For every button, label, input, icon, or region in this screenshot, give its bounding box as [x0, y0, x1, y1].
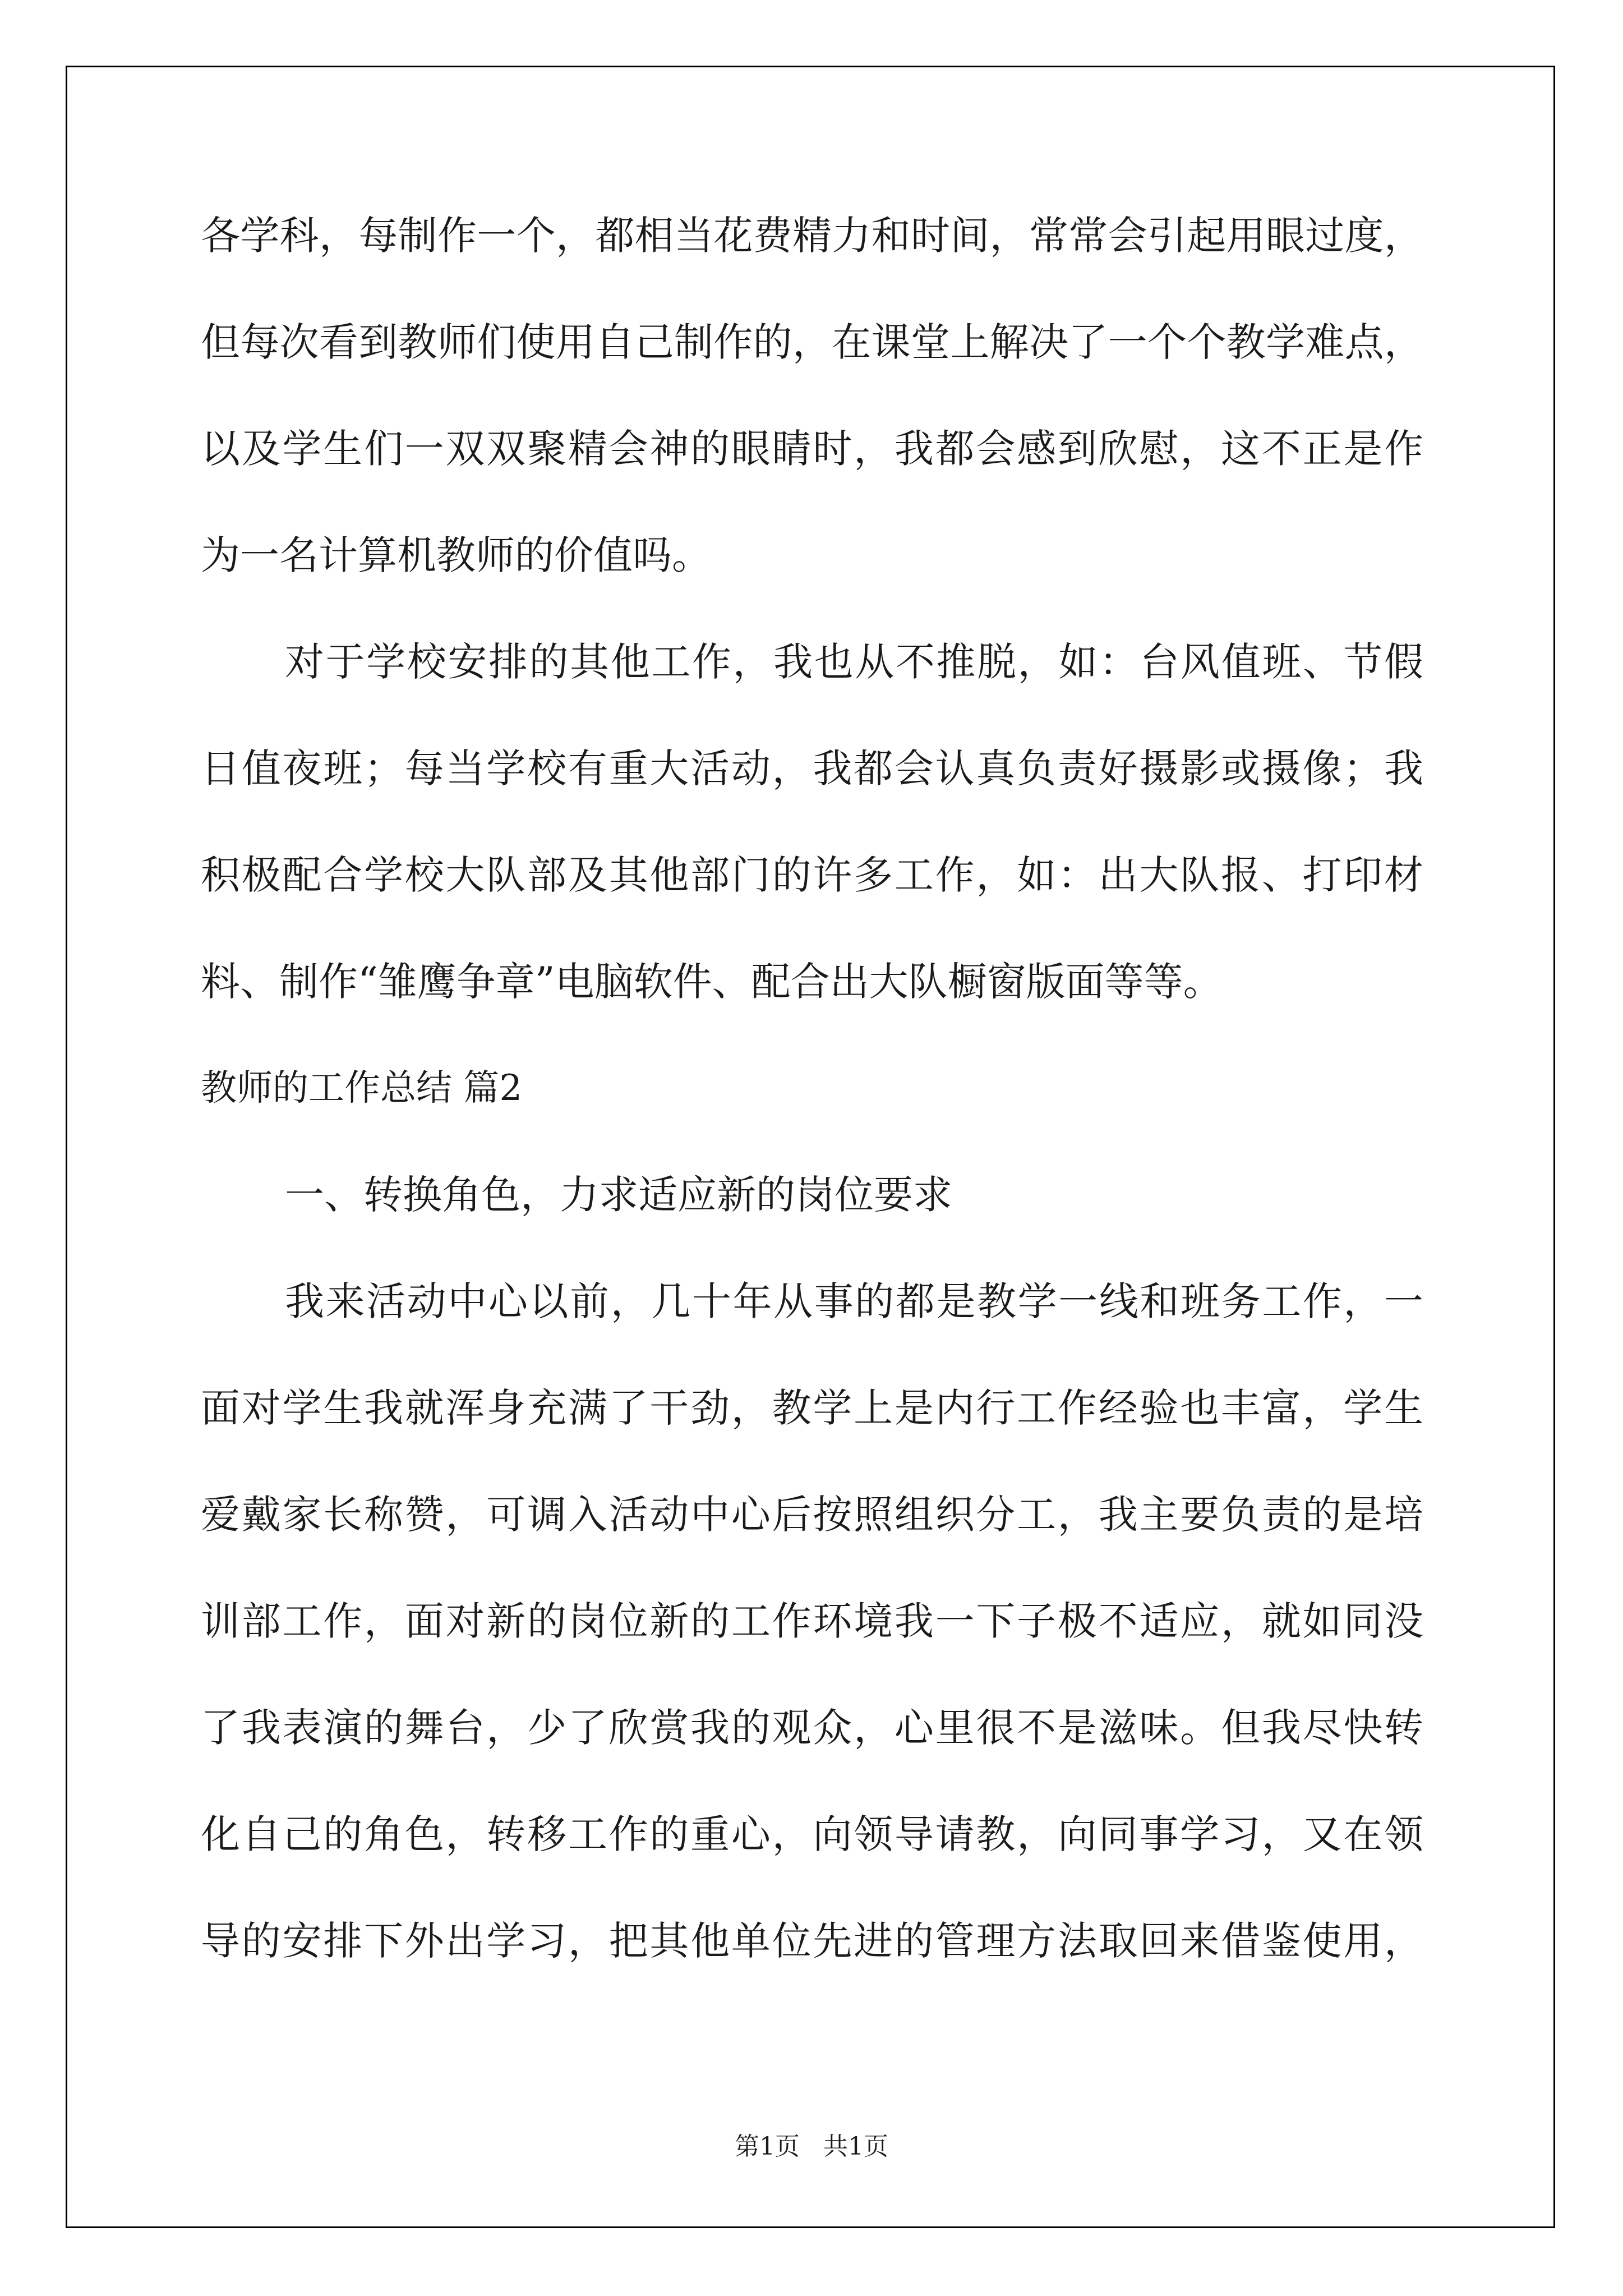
- page-border: [66, 66, 1555, 2228]
- text-line: 化自己的角色，转移工作的重心，向领导请教，向同事学习，又在领: [201, 1811, 1423, 1857]
- text-line: 以及学生们一双双聚精会神的眼睛时，我都会感到欣慰，这不正是作: [201, 426, 1423, 472]
- text-line: 爱戴家长称赞，可调入活动中心后按照组织分工，我主要负责的是培: [201, 1492, 1423, 1538]
- page-number-total: 共1页: [823, 2132, 888, 2161]
- page-footer: [0, 2126, 1623, 2162]
- text-line: 导的安排下外出学习，把其他单位先进的管理方法取回来借鉴使用，: [201, 1918, 1423, 1964]
- subsection-heading: 一、转换角色，力求适应新的岗位要求: [285, 1172, 952, 1218]
- page-number-current: 第1页: [735, 2132, 800, 2161]
- text-line: 日值夜班；每当学校有重大活动，我都会认真负责好摄影或摄像；我: [201, 746, 1423, 792]
- section-heading: 教师的工作总结 篇2: [201, 1068, 523, 1109]
- text-line: 但每次看到教师们使用自己制作的，在课堂上解决了一个个教学难点，: [201, 319, 1423, 365]
- text-line: 各学科，每制作一个，都相当花费精力和时间，常常会引起用眼过度，: [201, 213, 1423, 259]
- text-line: 料、制作“雏鹰争章”电脑软件、配合出大队橱窗版面等等。: [201, 959, 1223, 1005]
- text-line: 了我表演的舞台，少了欣赏我的观众，心里很不是滋味。但我尽快转: [201, 1705, 1423, 1751]
- text-line: 训部工作，面对新的岗位新的工作环境我一下子极不适应，就如同没: [201, 1598, 1423, 1644]
- text-line: 我来活动中心以前，几十年从事的都是教学一线和班务工作，一: [285, 1278, 1423, 1324]
- text-line: 面对学生我就浑身充满了干劲，教学上是内行工作经验也丰富，学生: [201, 1385, 1423, 1431]
- text-line: 为一名计算机教师的价值吗。: [201, 532, 711, 578]
- text-line: 积极配合学校大队部及其他部门的许多工作，如：出大队报、打印材: [201, 852, 1423, 898]
- text-line: 对于学校安排的其他工作，我也从不推脱，如：台风值班、节假: [285, 639, 1423, 685]
